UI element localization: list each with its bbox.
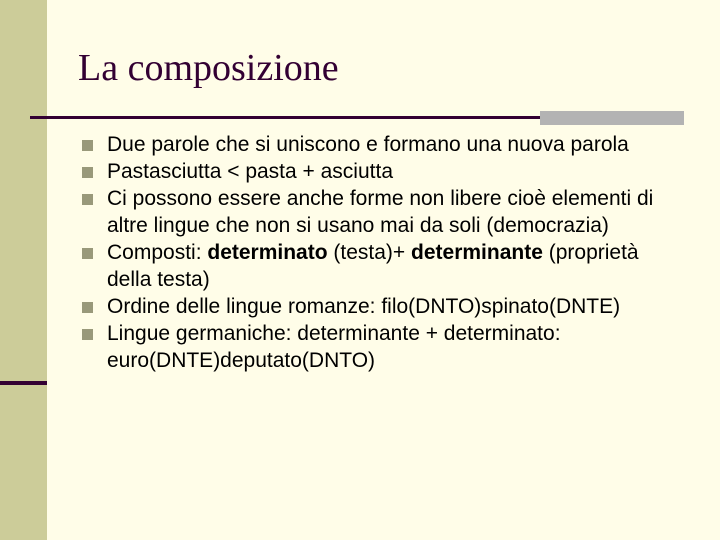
left-decorative-band [0, 0, 47, 540]
square-bullet-icon [82, 248, 93, 259]
square-bullet-icon [82, 194, 93, 205]
term-determinato: determinato [207, 241, 328, 264]
square-bullet-icon [82, 302, 93, 313]
bullet-text-part: (testa)+ [327, 241, 412, 264]
bullet-list [82, 131, 672, 374]
bullet-text: Ordine delle lingue romanze: filo(DNTO)spinato(DNTE) [107, 295, 621, 318]
slide-title: La composizione [78, 47, 339, 89]
bullet-item-romance-order [82, 293, 672, 320]
bullet-item-definition [82, 131, 672, 158]
bullet-text: Lingue germaniche: determinante + determinato: euro(DNTE)deputato(DNTO) [107, 322, 561, 372]
bullet-item-germanic-order [82, 320, 672, 374]
bullet-text: Ci possono essere anche forme non libere cioè elementi di altre lingue che non si usano mai da soli (democrazia) [107, 187, 654, 237]
square-bullet-icon [82, 167, 93, 178]
bullet-text: Due parole che si uniscono e formano una nuova parola [107, 133, 629, 156]
left-band-accent-line [0, 381, 47, 385]
square-bullet-icon [82, 329, 93, 340]
bullet-text-part: (proprietà della testa) [107, 241, 639, 291]
title-divider-accent [540, 111, 684, 125]
term-determinante: determinante [411, 241, 543, 264]
bullet-item-example [82, 158, 672, 185]
bullet-text-part: Composti: [107, 241, 208, 264]
bullet-item-compounds [82, 239, 672, 293]
square-bullet-icon [82, 140, 93, 151]
bullet-item-bound-forms [82, 185, 672, 239]
bullet-text: Pastasciutta < pasta + asciutta [107, 160, 394, 183]
